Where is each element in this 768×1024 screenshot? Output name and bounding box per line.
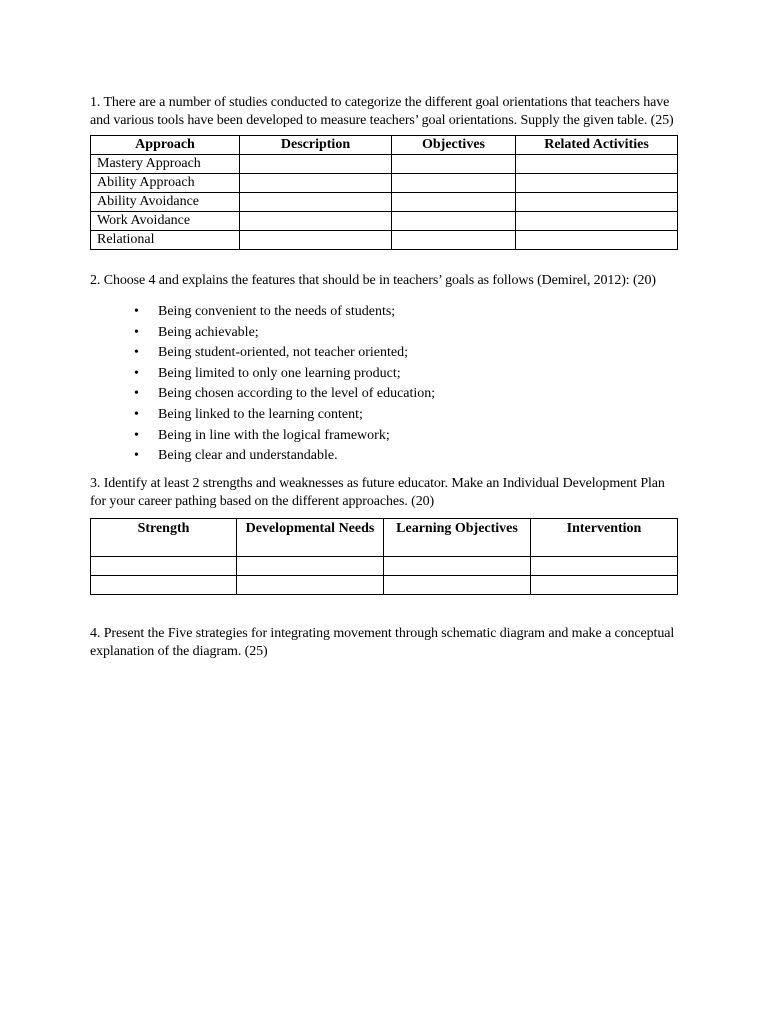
list-item xyxy=(90,302,680,323)
table-row xyxy=(91,174,678,193)
bullet-icon: • xyxy=(134,406,139,422)
question-1-text: 1. There are a number of studies conducted to categorize the different goal orientations that teachers have and various tools have been developed to measure teachers’ goal orientations. Supply the given table. (25) xyxy=(90,95,674,128)
list-item xyxy=(90,446,680,467)
document-page xyxy=(90,94,680,661)
header-related-activities: Related Activities xyxy=(516,136,678,155)
list-item-text: Being convenient to the needs of students; xyxy=(158,304,396,319)
list-item-text: Being chosen according to the level of education; xyxy=(158,386,436,402)
bullet-icon: • xyxy=(134,427,139,443)
related-activities-cell[interactable] xyxy=(516,231,678,250)
table-header-row xyxy=(91,136,678,155)
list-item xyxy=(90,426,680,447)
goal-orientation-table xyxy=(90,135,678,250)
learning-objectives-cell[interactable] xyxy=(384,556,531,575)
list-item xyxy=(90,323,680,344)
bullet-icon: • xyxy=(134,448,139,464)
bullet-icon: • xyxy=(134,324,139,340)
approach-cell: Relational xyxy=(91,231,240,250)
header-objectives: Objectives xyxy=(392,136,516,155)
header-intervention: Intervention xyxy=(531,518,678,556)
strength-cell[interactable] xyxy=(91,575,237,594)
list-item xyxy=(90,364,680,385)
developmental-needs-cell[interactable] xyxy=(237,556,384,575)
description-cell[interactable] xyxy=(240,193,392,212)
intervention-cell[interactable] xyxy=(531,556,678,575)
table-row xyxy=(91,212,678,231)
approach-cell: Ability Approach xyxy=(91,174,240,193)
objectives-cell[interactable] xyxy=(392,174,516,193)
header-approach: Approach xyxy=(91,136,240,155)
table-row xyxy=(91,556,678,575)
learning-objectives-cell[interactable] xyxy=(384,575,531,594)
intervention-cell[interactable] xyxy=(531,575,678,594)
question-3-text: 3. Identify at least 2 strengths and weaknesses as future educator. Make an Individual Development Plan for your career pathing based on the different approaches. (20) xyxy=(90,475,665,509)
question-2-text: 2. Choose 4 and explains the features that should be in teachers’ goals as follows (Demirel, 2012): (20) xyxy=(90,273,656,288)
table-row xyxy=(91,575,678,594)
objectives-cell[interactable] xyxy=(392,212,516,231)
bullet-icon: • xyxy=(134,345,139,361)
related-activities-cell[interactable] xyxy=(516,174,678,193)
approach-cell: Ability Avoidance xyxy=(91,193,240,212)
header-learning-objectives: Learning Objectives xyxy=(384,518,531,556)
strength-cell[interactable] xyxy=(91,556,237,575)
bullet-icon: • xyxy=(134,304,139,319)
development-plan-table xyxy=(90,518,678,595)
description-cell[interactable] xyxy=(240,174,392,193)
objectives-cell[interactable] xyxy=(392,231,516,250)
approach-cell: Work Avoidance xyxy=(91,212,240,231)
table-header-row xyxy=(91,518,678,556)
objectives-cell[interactable] xyxy=(392,155,516,174)
list-item xyxy=(90,343,680,364)
header-strength: Strength xyxy=(91,518,237,556)
bullet-icon: • xyxy=(134,386,139,402)
description-cell[interactable] xyxy=(240,212,392,231)
table-row xyxy=(91,155,678,174)
features-list xyxy=(90,302,680,467)
list-item-text: Being clear and understandable. xyxy=(158,448,338,464)
list-item-text: Being limited to only one learning product; xyxy=(158,365,401,381)
developmental-needs-cell[interactable] xyxy=(237,575,384,594)
bullet-icon: • xyxy=(134,365,139,381)
list-item xyxy=(90,384,680,405)
description-cell[interactable] xyxy=(240,231,392,250)
related-activities-cell[interactable] xyxy=(516,212,678,231)
table-row xyxy=(91,231,678,250)
related-activities-cell[interactable] xyxy=(516,193,678,212)
description-cell[interactable] xyxy=(240,155,392,174)
header-developmental-needs: Developmental Needs xyxy=(237,518,384,556)
objectives-cell[interactable] xyxy=(392,193,516,212)
list-item xyxy=(90,405,680,426)
related-activities-cell[interactable] xyxy=(516,155,678,174)
list-item-text: Being linked to the learning content; xyxy=(158,406,363,422)
table-row xyxy=(91,193,678,212)
question-4-text: 4. Present the Five strategies for integrating movement through schematic diagram and make a conceptual explanation of the diagram. (25) xyxy=(90,625,675,659)
list-item-text: Being in line with the logical framework; xyxy=(158,427,390,443)
list-item-text: Being student-oriented, not teacher oriented; xyxy=(158,345,408,361)
approach-cell: Mastery Approach xyxy=(91,155,240,174)
list-item-text: Being achievable; xyxy=(158,324,259,340)
header-description: Description xyxy=(240,136,392,155)
